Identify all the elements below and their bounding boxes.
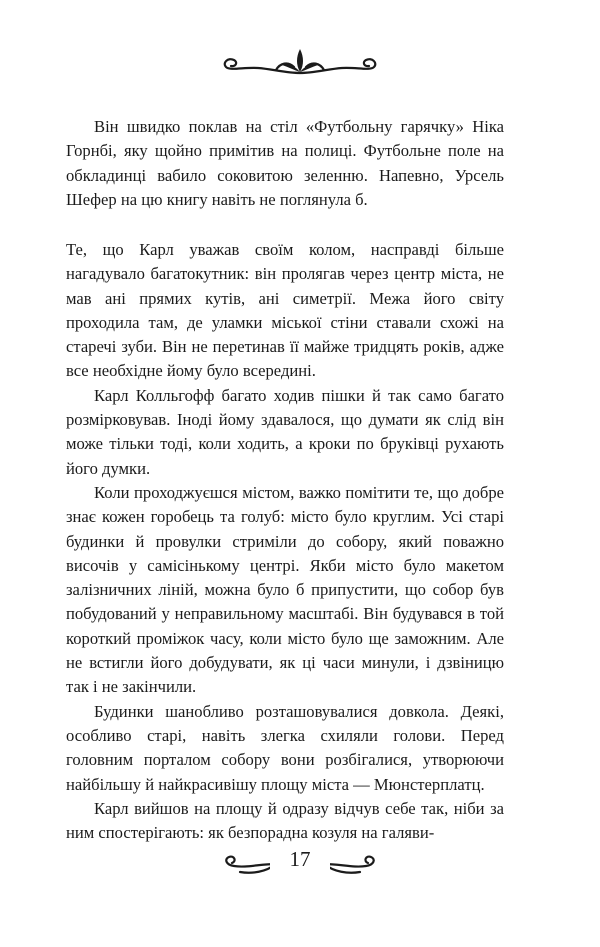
paragraph: Коли проходжуєшся містом, важко помітити те, що добре знає кожен горобець та голуб: місто було круглим. Усі старі будинки й провулки стриміли до собору, який поважно височів у самісінькому центрі. Якби місто було макетом залізничних ліній, можна було б припустити, що собор був побудований у неправильному масштабі. Він будувався в той короткий проміжок часу, коли місто було ще заможним. Але не встигли його добудувати, як ці часи минули, і дзвіницю так і не закінчили. bbox=[66, 482, 504, 697]
top-flourish-ornament bbox=[216, 43, 384, 81]
paragraph: Те, що Карл уважав своїм колом, насправді більше нагадувало багатокутник: він пролягав через центр міста, не мав ані прямих кутів, ані симетрії. Межа його світу проходила там, де уламки міської стіни ставали схожі на старечі зуби. Він не перетинав її майже тридцять років, адже все необхідне йому було всередині. bbox=[66, 240, 504, 381]
page-number: 17 bbox=[270, 847, 330, 871]
flourish-ornament-icon bbox=[216, 43, 384, 81]
text-block-1 bbox=[66, 115, 504, 212]
text-block-2 bbox=[66, 238, 504, 845]
paragraph: Він швидко поклав на стіл «Футбольну гарячку» Ніка Горнбі, яку щойно примітив на полиці. Футбольне поле на обкладинці вабило соковитою зеленню. Напевно, Урсель Шефер на цю книгу навіть не поглянула б. bbox=[66, 117, 504, 209]
paragraph: Карл Колльгофф багато ходив пішки й так само багато розмірковував. Іноді йому здавалося, що думати як слід він може тільки тоді, коли ходить, а кроки по бруківці рухають його думки. bbox=[66, 385, 504, 478]
paragraph: Карл вийшов на площу й одразу відчув себе так, ніби за ним спостерігають: як безпорадна козуля на галяви- bbox=[66, 798, 504, 843]
paragraph: Будинки шанобливо розташовувалися довкола. Деякі, особливо старі, навіть злегка схиляли голови. Перед головним порталом собору вони розбігалися, утворюючи найбільшу й найкрасивішу площу міста — Мюнстерплатц. bbox=[66, 701, 504, 794]
